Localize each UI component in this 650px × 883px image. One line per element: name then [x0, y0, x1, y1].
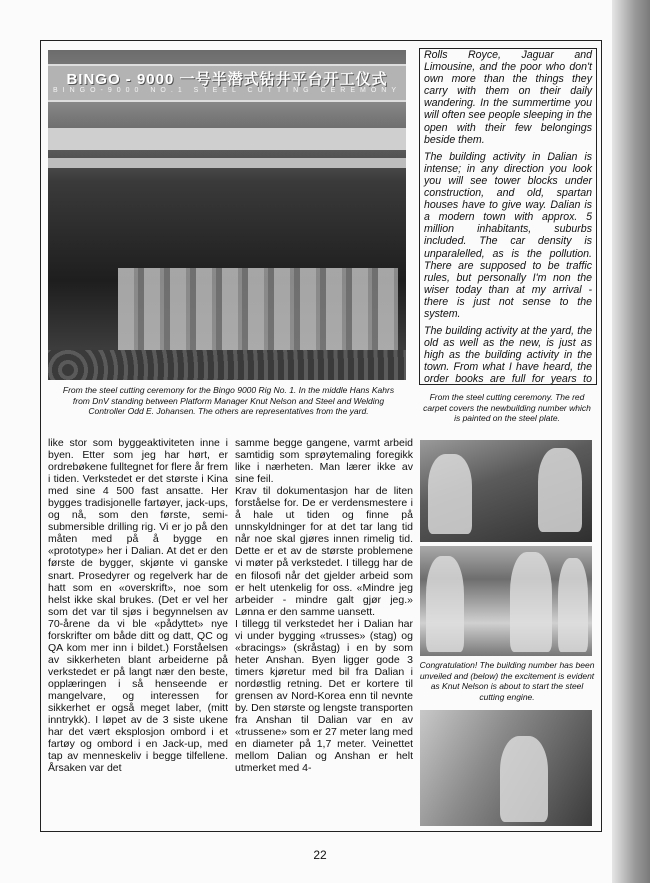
ceremony-photo — [48, 50, 406, 380]
page-edge-shadow — [612, 0, 650, 883]
page-number: 22 — [313, 848, 327, 862]
article-column-1 — [48, 437, 228, 774]
sidebar-paragraph: The building activity in Dalian is intense; in any direction you look you will see tower blocks under construction, and old, spartan houses have to give way. Dalian is a modern town with approx. 5 million inhabitants, suburbs included. The car density is unparalelled, as is the pollution. There are supposed to be traffic rules, but personally I'm non the wiser today than at my arrival - there is just not sense to the system. — [424, 150, 592, 320]
steel-plate-photo — [420, 440, 592, 542]
crane-beam — [48, 128, 406, 150]
ceremony-banner — [48, 64, 406, 102]
column-2-paragraph: Krav til dokumentasjon har de liten forståelse for. De er verdensmestere i å hale ut tiden og finne på unnskyldninger for at det tar lang tid når noe skal gjøres innen rimelig tid. Dette er et av de største problemene vi møter på verkstedet. I tillegg har de en filosofi når det gjelder arbeid som er helt utenkelig for oss. «Mindre jeg arbeider - mindre galt gjør jeg.» Lønna er den samme uansett. — [235, 485, 413, 618]
worker-figure — [428, 454, 472, 534]
english-sidebar — [419, 48, 597, 385]
article-column-2 — [235, 437, 413, 774]
banner-main-text: BINGO - 9000 一号半潜式钻井平台开工仪式 — [66, 71, 388, 88]
unveiling-photo — [420, 546, 592, 656]
worker-figure — [500, 736, 548, 822]
banner-sub-text: BINGO-9000 NO.1 STEEL CUTTING CEREMONY — [52, 87, 402, 94]
worker-figure — [538, 448, 582, 532]
worker-figure — [558, 558, 588, 652]
column-2-paragraph: I tillegg til verkstedet her i Dalian har vi under bygging «trusses» (stag) og «bracings» (skråstag) i en by som heter Anshan. Byen ligger gode 3 timers kjøretur med bil fra Dalian i nordøstlig retning. Det er kortere til grensen av Nord-Korea enn til nevnte by. Den største og lengste transporten fra Anshan til Dalian var en av «trussene» som er 27 meter lang med en diameter på 1,7 meter. Veinettet mellom Dalian og Anshan er helt utmerket med 4- — [235, 617, 413, 775]
side-caption-top: From the steel cutting ceremony. The red carpet covers the newbuilding number which is painted on the steel plate. — [423, 392, 591, 423]
worker-figure — [426, 556, 464, 652]
side-caption-middle: Congratulation! The building number has been unveiled and (below) the excitement is evident as Knut Nelson is about to start the steel cutting engine. — [419, 660, 595, 702]
crane-beam-lower — [48, 158, 406, 168]
column-1-text: like stor som byggeaktiviteten inne i byen. Etter som jeg har hørt, er ordrebøkene fulltegnet for flere år frem i tiden. Verkstedet er det største i Kina med sine 4 500 fast ansatte. Her bygges tradisjonelle fartøyer, jack-ups, og nå, som den første, semi-submersible drilling rig. Vi er jo på den måten med på å bygge en «prototype» her i Dalian. At det er den første de bygger, skjønte vi ganske snart. Prosedyrer og regelverk har de hatt som en «overskrift», noe som helst ikke skal brukes. (Det er vel her som det var til sjøs i begynnelsen av 70-årene da vi ble «pådyttet» nye forskrifter om både ditt og datt, QC og QA kom mer inn i bildet.) Forståelsen av sikkerheten blant arbeiderne på verkstedet er på langt nær den beste, opplæringen i så henseende er mangelvare, og interessen for sikkerhet er også meget laber, (mitt inntrykk). I løpet av de 3 siste ukene har det vært eksplosjon ombord i et fartøy og ombord i en Jack-up, med tap av menneskeliv i begge tilfellene. Årsaken var det — [48, 437, 228, 775]
worker-figure — [510, 552, 552, 652]
column-2-paragraph: samme begge gangene, varmt arbeid samtidig som sprøytemaling foregikk like i nærheten. Man lærer ikke av sine feil. — [235, 437, 413, 486]
main-photo-caption: From the steel cutting ceremony for the Bingo 9000 Rig No. 1. In the middle Hans Kahrs from DnV standing between Platform Manager Knut Nelson and Steel and Welding Controller Odd E. Johansen. The others are representatives from the yard. — [62, 385, 395, 416]
sidebar-paragraph: The building activity at the yard, the old as well as the new, is just as high as the building activity in the town. From what I have heard, the order books are full for years to — [424, 325, 592, 385]
sidebar-paragraph: Rolls Royce, Jaguar and Limousine, and the poor who don't own more than the things they carry with them on their daily wandering. In the summertime you will often see people sleeping in the open with their few belongings beside them. — [424, 49, 592, 146]
plant-row — [48, 350, 406, 380]
cutting-engine-photo — [420, 710, 592, 826]
